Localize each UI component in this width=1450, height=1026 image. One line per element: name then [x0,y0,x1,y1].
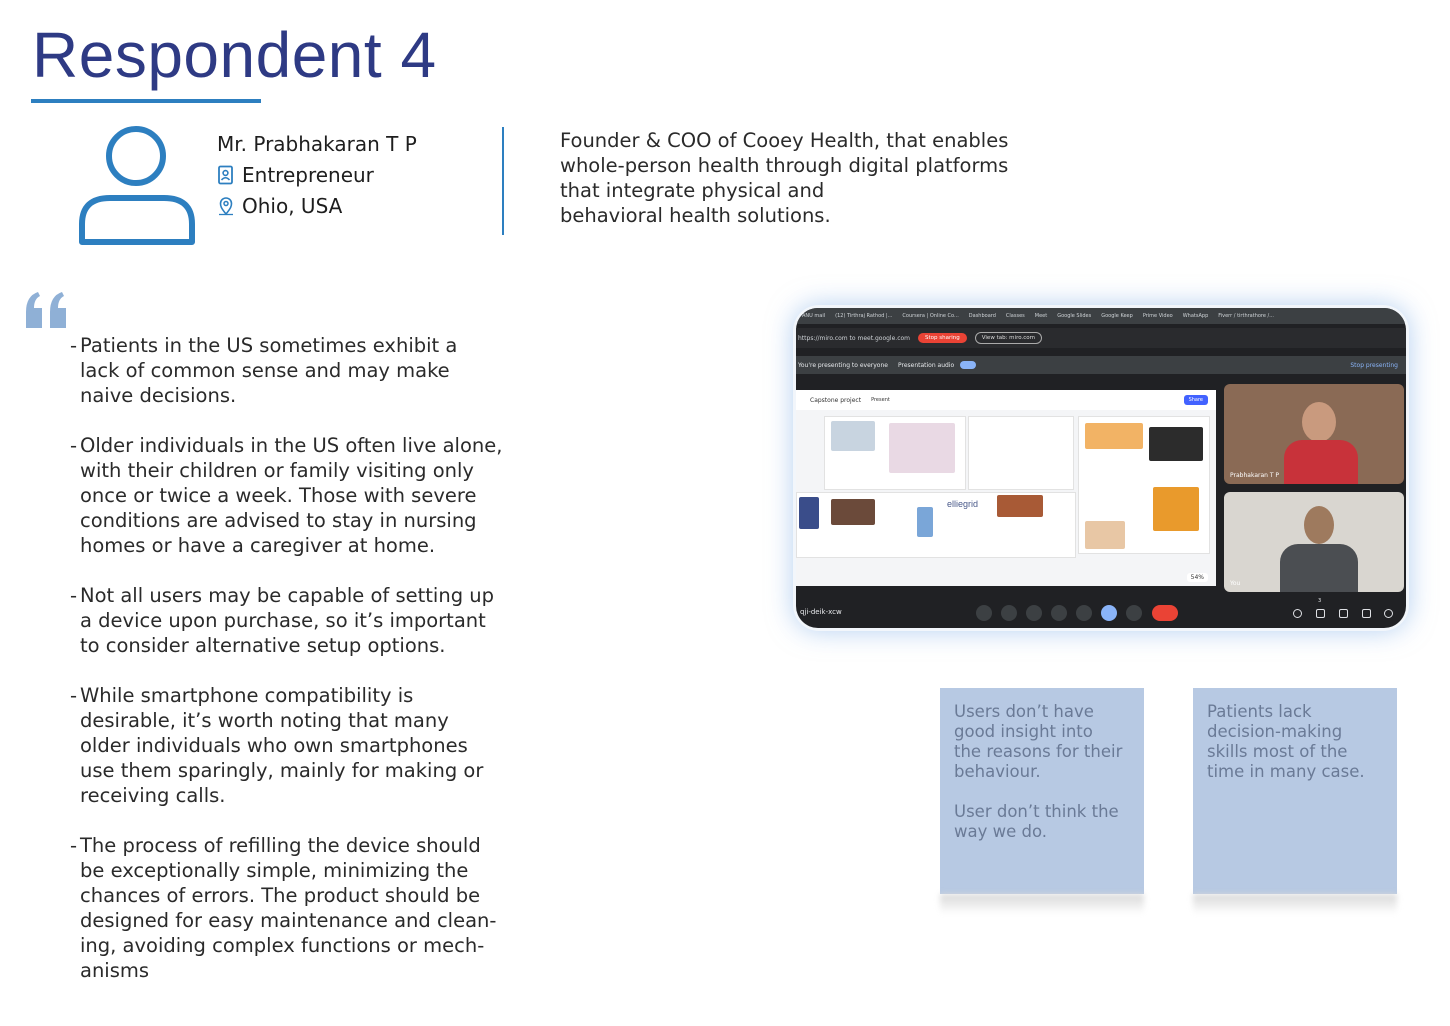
product-thumbnail [997,495,1043,517]
stop-presenting-button[interactable]: Stop presenting [1350,361,1398,369]
sticky-note-text: Users don’t have good insight into the reasons for their behaviour. User don’t think the way we do. [940,688,1144,894]
page-title: Respondent 4 [32,19,437,91]
participant-name: Prabhakaran T P [1230,472,1280,479]
activities-icon[interactable] [1362,609,1371,618]
more-options-button[interactable] [1126,605,1142,621]
bookmark[interactable]: Classes [1005,313,1025,319]
product-thumbnail [831,499,875,525]
participant-shirt [1280,544,1358,592]
bookmark[interactable]: Fiverr / tirthrathore /... [1218,313,1274,319]
board-brand-logo: elliegrid [947,499,979,509]
sticky-note-text: Patients lack decision-making skills most of the time in many case. [1193,688,1397,894]
participant-count: 3 [1318,598,1322,604]
bookmark[interactable]: Google Keep [1101,313,1133,319]
presenting-bar [796,356,1406,374]
vertical-divider [502,127,504,235]
product-thumbnail [889,423,955,473]
sticky-note [940,688,1144,914]
sticky-note-shadow [940,894,1144,914]
meeting-screenshot [796,308,1406,628]
present-screen-button[interactable] [1101,605,1117,621]
product-thumbnail [1149,427,1203,461]
quote-points [70,333,550,1008]
sticky-note-shadow [1193,894,1397,914]
quote-mark-icon [24,290,72,332]
bookmark[interactable]: Coursera | Online Co... [902,313,959,319]
end-call-button[interactable] [1152,605,1178,621]
people-icon[interactable] [1316,609,1325,618]
profile-occupation-row [217,159,417,190]
view-tab-button[interactable]: View tab: miro.com [975,332,1042,344]
profile-location: Ohio, USA [242,193,343,218]
product-thumbnail [1153,487,1199,531]
info-icon[interactable] [1293,609,1302,618]
product-thumbnail [831,421,875,451]
bookmark[interactable]: WhatsApp [1182,313,1209,319]
browser-bookmarks-bar [796,308,1406,324]
sticky-note [1193,688,1397,914]
participant-face [1304,506,1334,544]
bookmark[interactable]: ANU mail [802,313,826,319]
profile-occupation: Entrepreneur [242,162,374,187]
share-status-text: https://miro.com to meet.google.com [798,334,911,342]
screen-share-bar [796,328,1406,348]
presenting-text: You're presenting to everyone [798,361,888,369]
presentation-audio-label: Presentation audio [897,361,955,369]
stop-sharing-button[interactable]: Stop sharing [918,333,967,343]
camera-button[interactable] [1001,605,1017,621]
product-thumbnail [799,497,819,529]
captions-button[interactable] [1026,605,1042,621]
board-card [824,416,966,490]
chat-icon[interactable] [1339,609,1348,618]
quote-point: - While smartphone compatibility is desirable, it’s worth noting that many older individuals who own smartphones use them sparingly, mainly for making or receiving calls. [70,684,484,807]
profile-details [217,128,417,221]
product-thumbnail [1085,521,1125,549]
participant-name: You [1230,580,1241,587]
board-share-button[interactable]: Share [1184,395,1208,405]
profile-location-row [217,190,417,221]
quote-point: - The process of refilling the device should be exceptionally simple, minimizing the chances of errors. The product should be designed for easy maintenance and clean- ing, avoiding complex functions or mech- anisms [70,834,497,982]
emoji-button[interactable] [1076,605,1092,621]
presentation-audio-toggle[interactable] [960,361,976,369]
board-card [796,492,1076,558]
participant-face [1302,402,1336,442]
microphone-button[interactable] [976,605,992,621]
board-present-button[interactable]: Present [871,397,890,403]
quote-point: - Patients in the US sometimes exhibit a lack of common sense and may make naive decisions. [70,334,458,407]
location-pin-icon [217,196,235,216]
bookmark[interactable]: (12) Tirthraj Rathod |... [835,313,893,319]
bookmark[interactable]: Google Slides [1057,313,1092,319]
meeting-code: qji-deik-xcw [800,608,842,616]
product-thumbnail [1085,423,1143,449]
board-zoom-level[interactable]: 54% [1187,573,1208,582]
board-title[interactable]: Capstone project [810,396,862,404]
host-controls-icon[interactable] [1384,609,1393,618]
board-toolbar [796,390,1216,410]
respondent-bio: Founder & COO of Cooey Health, that enables whole-person health through digital platforms that integrate physical and behavioral health solutions. [560,129,1009,227]
board-card [1078,416,1210,554]
bookmark[interactable]: Prime Video [1142,313,1173,319]
quote-point: - Not all users may be capable of setting up a device upon purchase, so it’s important to consider alternative setup options. [70,584,495,657]
profile-name-row [217,128,417,159]
participant-tile[interactable] [1224,492,1404,592]
user-avatar-icon [76,124,198,248]
profile-name: Mr. Prabhakaran T P [217,131,417,156]
participant-tile[interactable] [1224,384,1404,484]
badge-icon [217,165,235,185]
raise-hand-button[interactable] [1051,605,1067,621]
quote-point: - Older individuals in the US often live alone, with their children or family visiting only once or twice a week. Those with severe conditions are advised to stay in nursing homes or have a caregiver at home. [70,434,503,557]
participant-shirt [1284,440,1358,484]
bookmark[interactable]: Meet [1034,313,1048,319]
title-underline [31,99,261,103]
bookmark[interactable]: Dashboard [968,313,996,319]
product-thumbnail [917,507,933,537]
meeting-controls [796,600,1406,624]
shared-miro-board [796,390,1216,586]
board-card [968,416,1074,490]
